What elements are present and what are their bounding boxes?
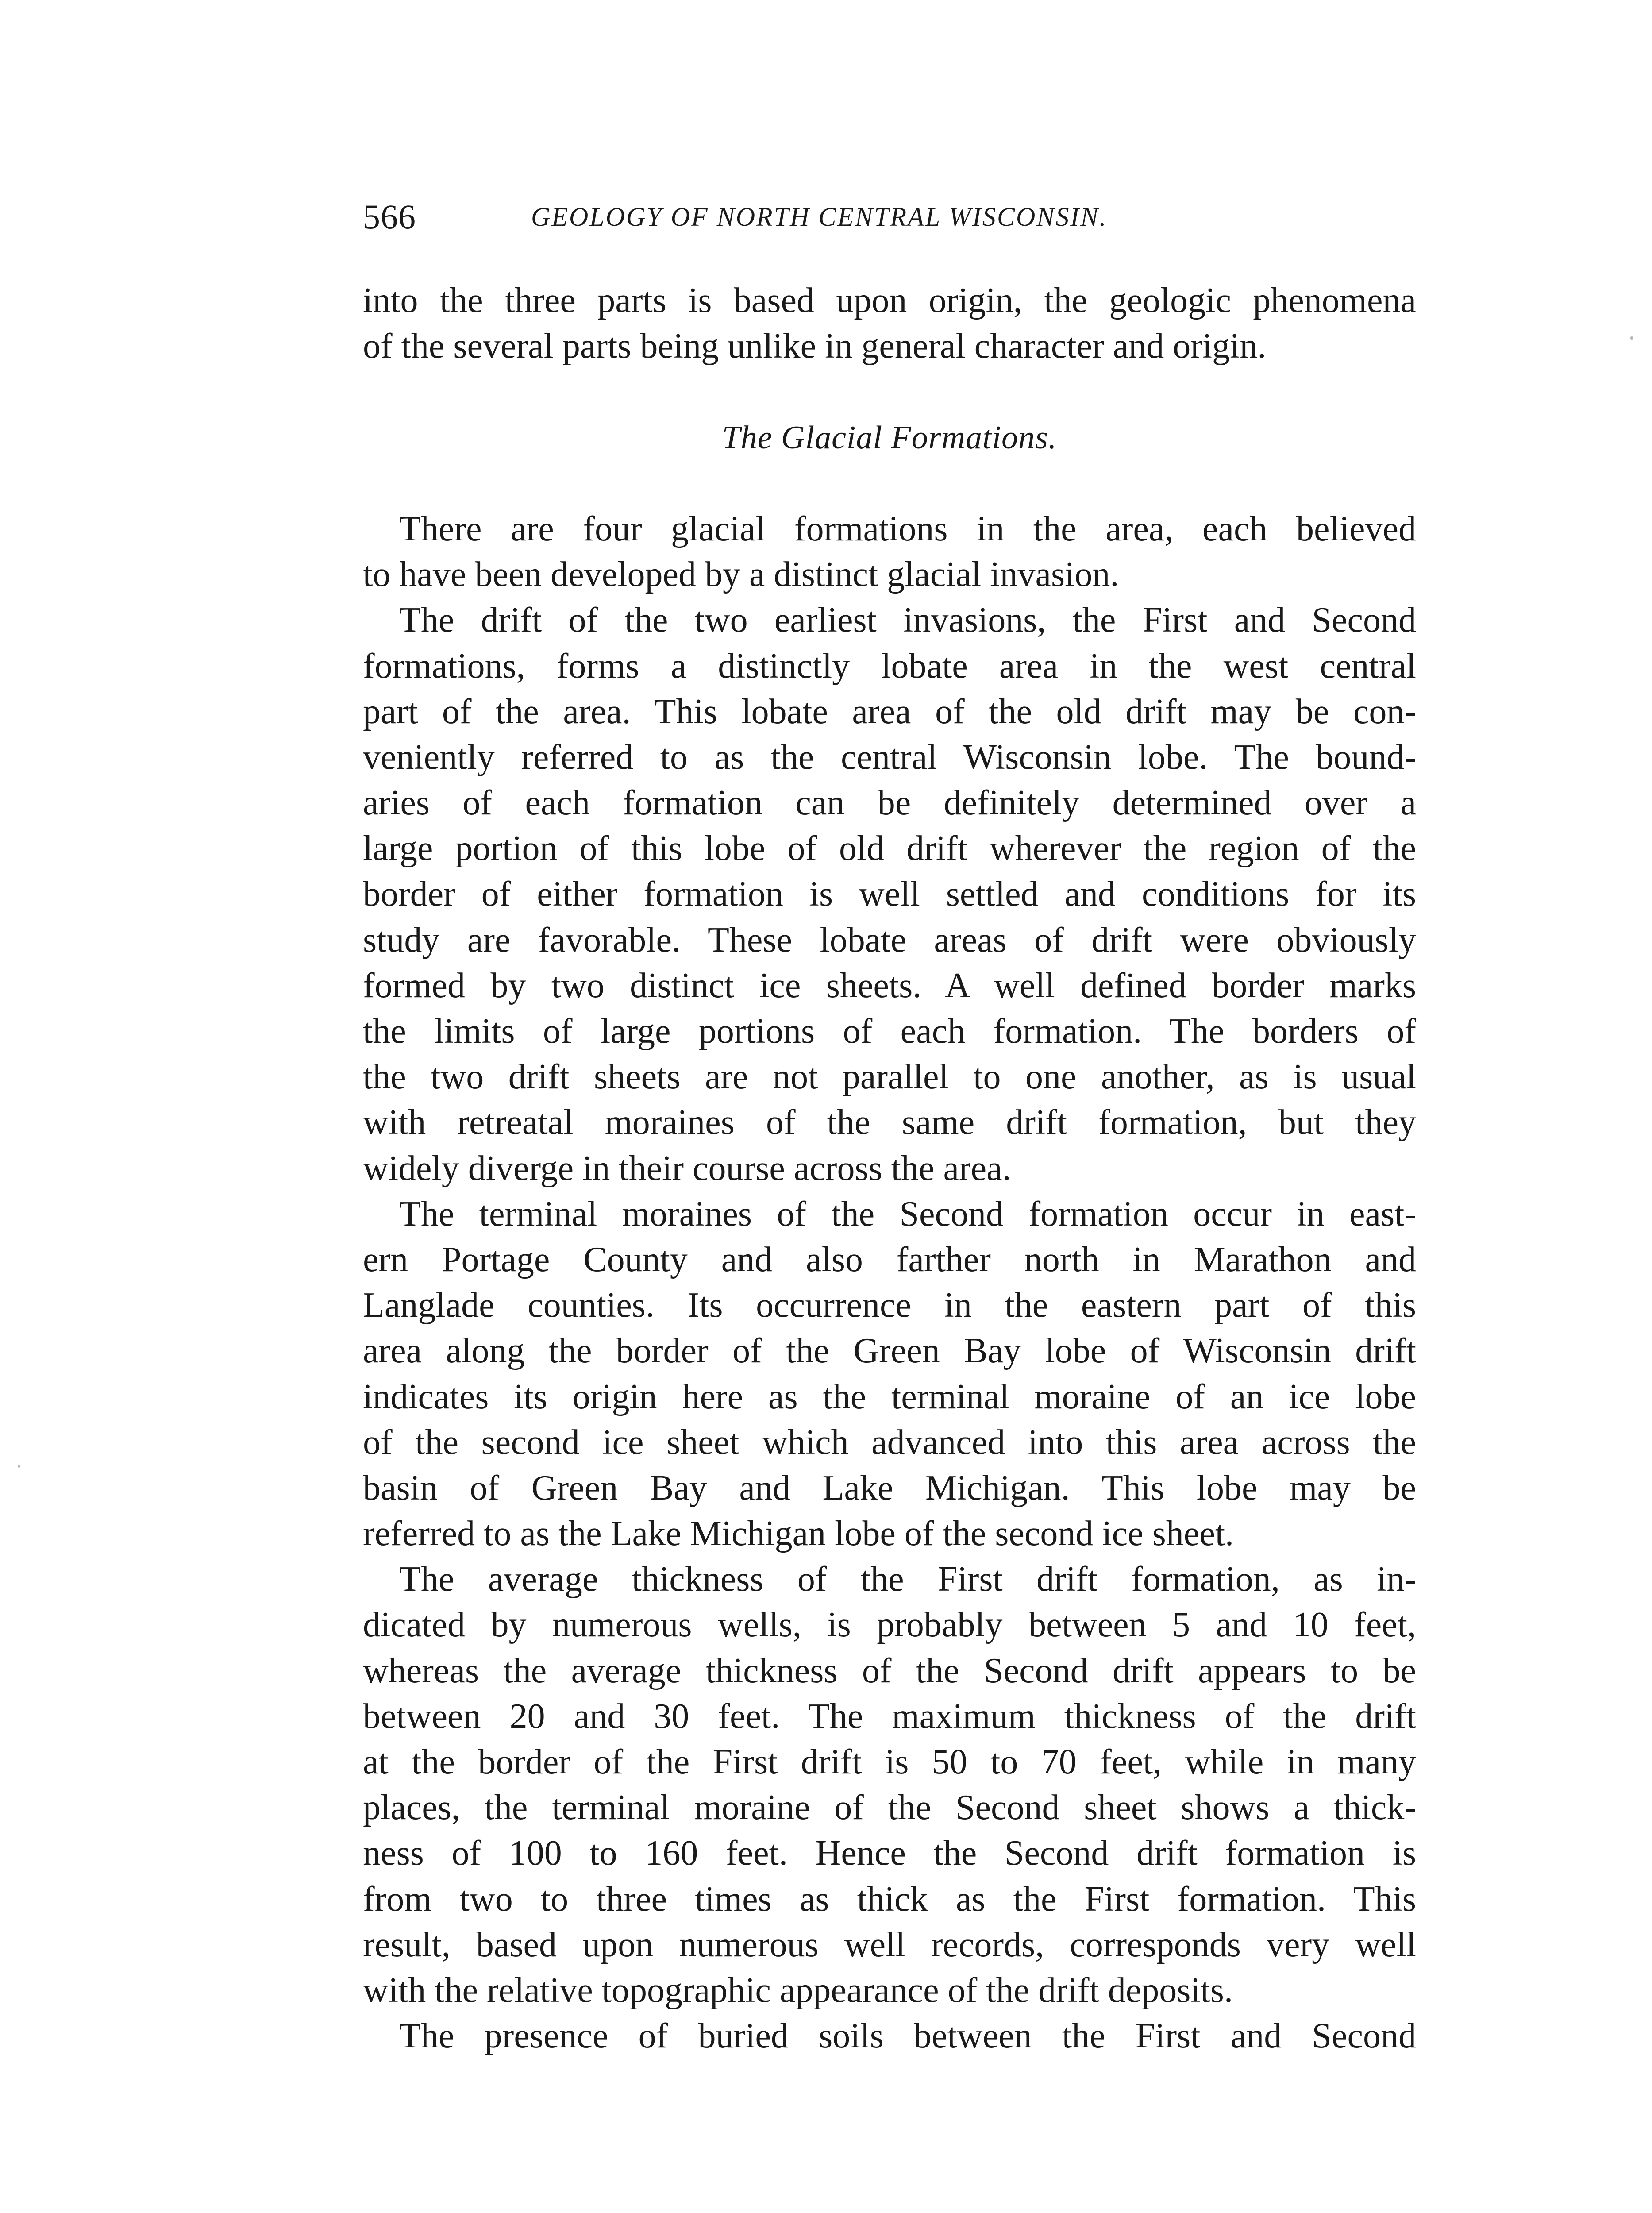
text-line: The drift of the two earliest invasions, the First and Second xyxy=(399,601,1416,640)
text-line: study are favorable. These lobate areas of drift were obviously xyxy=(363,920,1416,960)
text-line: ern Portage County and also farther north in Marathon and xyxy=(363,1240,1416,1279)
running-head: GEOLOGY OF NORTH CENTRAL WISCONSIN. xyxy=(531,202,1108,231)
scan-speck xyxy=(1630,336,1633,340)
page-header xyxy=(363,195,1434,248)
text-line: with retreatal moraines of the same drift formation, but they xyxy=(363,1103,1416,1142)
section-heading: The Glacial Formations. xyxy=(722,419,1057,456)
spacer xyxy=(363,461,1416,506)
text-line: area along the border of the Green Bay lobe of Wisconsin drift xyxy=(363,1331,1416,1371)
text-line: at the border of the First drift is 50 to 70 feet, while in many xyxy=(363,1743,1416,1781)
text-line: indicates its origin here as the terminal moraine of an ice lobe xyxy=(363,1377,1416,1416)
text-line: to have been developed by a distinct glacial invasion. xyxy=(363,555,1119,594)
text-line: large portion of this lobe of old drift wherever the region of the xyxy=(363,829,1416,868)
text-line: whereas the average thickness of the Second drift appears to be xyxy=(363,1651,1416,1690)
text-line: the two drift sheets are not parallel to one another, as is usual xyxy=(363,1057,1416,1097)
text-line: result, based upon numerous well records, corresponds very well xyxy=(363,1925,1416,1964)
text-line: referred to as the Lake Michigan lobe of the second ice sheet. xyxy=(363,1514,1234,1554)
text-line: part of the area. This lobate area of the old drift may be con- xyxy=(363,692,1416,731)
text-line: The terminal moraines of the Second formation occur in east- xyxy=(399,1194,1416,1234)
text-line: There are four glacial formations in the area, each believed xyxy=(399,509,1416,548)
text-line: veniently referred to as the central Wisconsin lobe. The bound- xyxy=(363,737,1416,777)
text-line: of the several parts being unlike in general character and origin. xyxy=(363,327,1267,366)
text-line: formed by two distinct ice sheets. A well defined border marks xyxy=(363,966,1416,1005)
text-line: from two to three times as thick as the First formation. This xyxy=(363,1879,1416,1919)
page-number: 566 xyxy=(363,197,416,236)
text-line: places, the terminal moraine of the Second sheet shows a thick- xyxy=(363,1788,1416,1827)
text-line: the limits of large portions of each formation. The borders of xyxy=(363,1012,1416,1051)
text-line: formations, forms a distinctly lobate area in the west central xyxy=(363,646,1416,686)
text-line: dicated by numerous wells, is probably between 5 and 10 feet, xyxy=(363,1605,1416,1645)
text-line: The presence of buried soils between the First and Second xyxy=(399,2016,1416,2056)
text-line: with the relative topographic appearance of the drift deposits. xyxy=(363,1970,1233,2010)
text-line: between 20 and 30 feet. The maximum thickness of the drift xyxy=(363,1696,1416,1736)
text-line: The average thickness of the First drift formation, as in- xyxy=(399,1560,1416,1599)
text-line: aries of each formation can be definitely determined over a xyxy=(363,783,1416,823)
text-line: of the second ice sheet which advanced into this area across the xyxy=(363,1423,1416,1462)
scan-speck xyxy=(18,1465,20,1468)
text-line: into the three parts is based upon origin, the geologic phenomena xyxy=(363,281,1416,320)
text-line: basin of Green Bay and Lake Michigan. This lobe may be xyxy=(363,1468,1416,1507)
text-line: Langlade counties. Its occurrence in the eastern part of this xyxy=(363,1286,1416,1325)
text-line: widely diverge in their course across the area. xyxy=(363,1149,1011,1188)
text-line: border of either formation is well settled and conditions for its xyxy=(363,875,1416,914)
spacer xyxy=(363,369,1416,415)
body-text xyxy=(363,278,1416,2059)
text-line: ness of 100 to 160 feet. Hence the Second drift formation is xyxy=(363,1834,1416,1873)
